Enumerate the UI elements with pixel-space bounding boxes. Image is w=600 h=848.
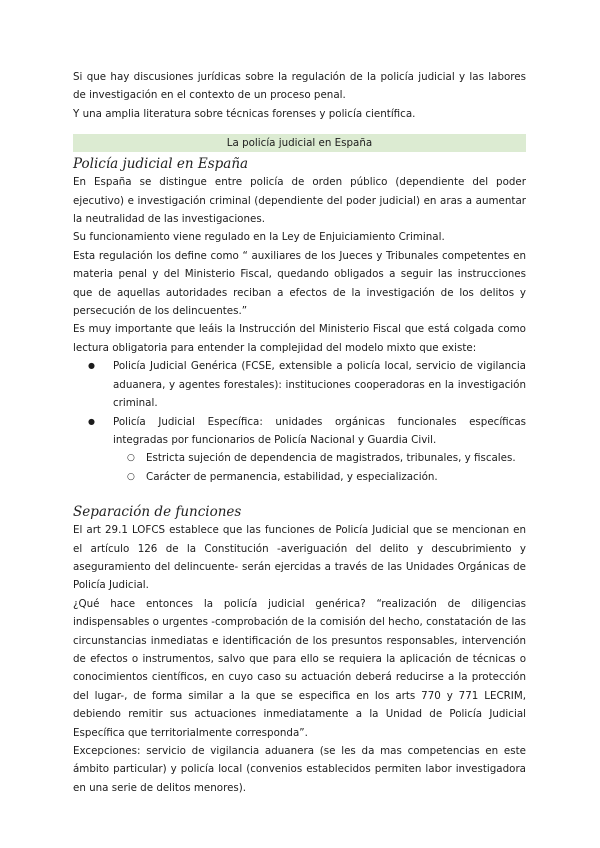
intro-paragraph-2: Y una amplia literatura sobre técnicas forenses y policía científica. (73, 107, 416, 120)
sub-bullet-list (113, 449, 526, 486)
paragraph: Su funcionamiento viene regulado en la Ley de Enjuiciamiento Criminal. (73, 231, 445, 244)
section-banner: La policía judicial en España (73, 134, 526, 152)
bullet-list (73, 357, 526, 486)
paragraph: En España se distingue entre policía de orden público (dependiente del poder ejecutivo) e investigación criminal (dependiente del poder judicial) en aras a aumentar la neutralidad de las investigaciones. (73, 176, 526, 226)
sub-bullet-item: ○ Carácter de permanencia, estabilidad, y especialización. (113, 468, 526, 486)
bullet-item-generica (73, 357, 526, 412)
paragraph-quote: Esta regulación los define como “ auxiliares de los Jueces y Tribunales competentes en materia penal y del Ministerio Fiscal, quedando obligados a seguir las instrucciones que de aquellas autoridades reciban a efectos de la investigación de los delitos y persecución de los delincuentes.” (73, 249, 526, 318)
paragraph: ¿Qué hace entonces la policía judicial genérica? “realización de diligencias indispensables o urgentes -comprobación de la comisión del hecho, constatación de las circunstancias inmediatas e identificación de los presuntos responsables, intervención de efectos o instrumentos, salvo que para ello se requiera la aplicación de técnicas o conocimientos científicos, en cuyo caso su actuación deberá reducirse a la protección del lugar-, de forma similar a la que se especifica en los arts 770 y 771 LECRIM, debiendo remitir sus actuaciones inmediatamente a la Unidad de Policía Judicial Específica que territorialmente corresponda”. (73, 597, 526, 739)
section-heading-policia-judicial: Policía judicial en España (73, 156, 249, 173)
document-page (73, 68, 526, 797)
paragraph: Excepciones: servicio de vigilancia aduanera (se les da mas competencias en este ámbito particular) y policía local (convenios establecidos permiten labor investigadora en una serie de delitos menores). (73, 745, 526, 794)
bullet-item-especifica (73, 413, 526, 487)
paragraph: Es muy importante que leáis la Instrucción del Ministerio Fiscal que está colgada como lectura obligatoria para entender la complejidad del modelo mixto que existe: (73, 323, 526, 354)
intro-paragraph-1: Si que hay discusiones jurídicas sobre la regulación de la policía judicial y las labores de investigación en el contexto de un proceso penal. (73, 71, 526, 102)
sub-bullet-item: ○ Estricta sujeción de dependencia de magistrados, tribunales, y fiscales. (113, 449, 526, 467)
spacer (73, 486, 526, 504)
section-heading-separacion: Separación de funciones (73, 504, 242, 521)
paragraph: El art 29.1 LOFCS establece que las funciones de Policía Judicial que se mencionan en el artículo 126 de la Constitución -averiguación del delito y descubrimiento y aseguramiento del delincuente- serán ejercidas a través de las Unidades Orgánicas de Policía Judicial. (73, 524, 526, 592)
bullet-text: Policía Judicial Específica: unidades orgánicas funcionales específicas integradas por funcionarios de Policía Nacional y Guardia Civil. (113, 415, 526, 446)
bullet-text: Policía Judicial Genérica (FCSE, extensible a policía local, servicio de vigilancia aduanera, y agentes forestales): instituciones cooperadoras en la investigación criminal. (113, 360, 526, 410)
